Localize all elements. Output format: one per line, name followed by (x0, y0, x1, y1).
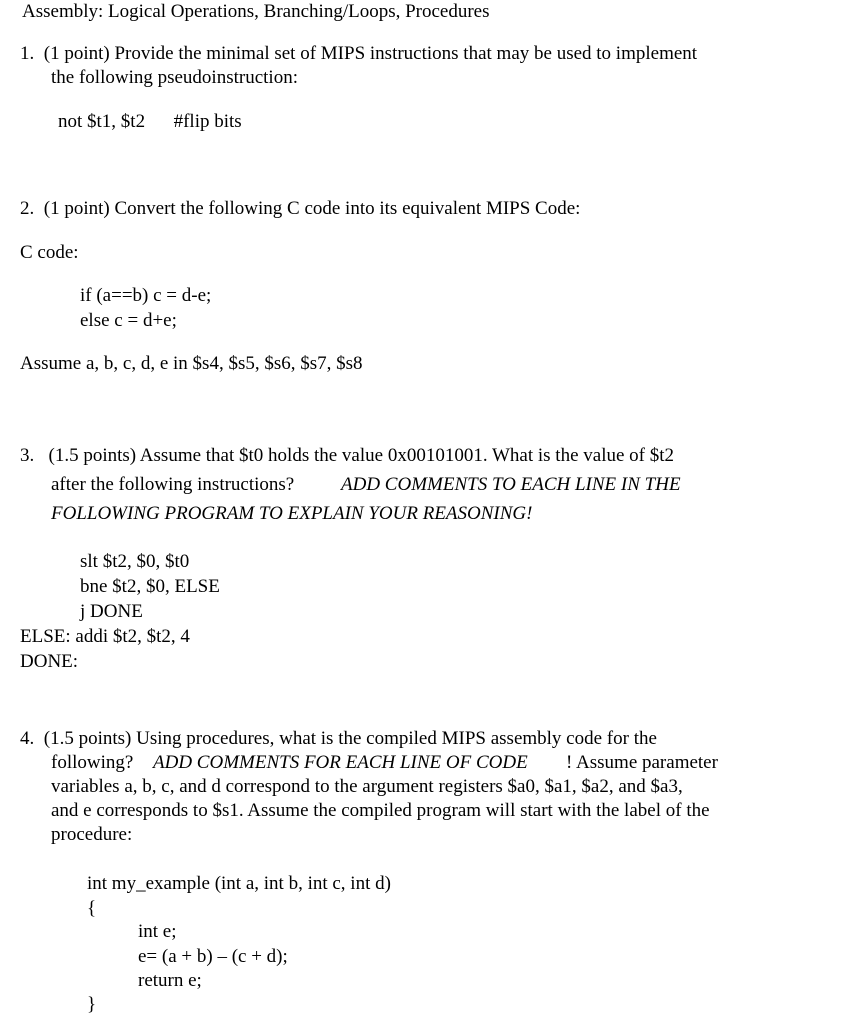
q4-line4: and e corresponds to $s1. Assume the compiled program will start with the label of the (51, 800, 710, 821)
q2-line1: 2. (1 point) Convert the following C code into its equivalent MIPS Code: (20, 198, 581, 219)
q4-code-line2: int e; (138, 921, 177, 942)
q4-line3: variables a, b, c, and d correspond to the argument registers $a0, $a1, $a2, and $a3, (51, 776, 683, 797)
q2-assume: Assume a, b, c, d, e in $s4, $s5, $s6, $s7, $s8 (20, 353, 363, 374)
q4-line2c: ! Assume parameter (566, 752, 718, 773)
q2-code-line1: if (a==b) c = d-e; (80, 285, 212, 306)
q4-code-line4: return e; (138, 970, 202, 991)
q3-code-line3: j DONE (80, 601, 143, 622)
q4-line2b: ADD COMMENTS FOR EACH LINE OF CODE (153, 752, 528, 773)
q1-line2: the following pseudoinstruction: (51, 67, 298, 88)
q2-label: C code: (20, 242, 79, 263)
q2-code-line2: else c = d+e; (80, 310, 177, 331)
q4-line2a: following? (51, 752, 134, 773)
q4-line5: procedure: (51, 824, 133, 845)
q3-code-line5: DONE: (20, 651, 79, 672)
q3-code-line1: slt $t2, $0, $t0 (80, 551, 190, 572)
q4-code-line1: int my_example (int a, int b, int c, int d) (87, 873, 391, 894)
q3-code-line4: ELSE: addi $t2, $t2, 4 (20, 626, 190, 647)
q3-line1: 3. (1.5 points) Assume that $t0 holds the value 0x00101001. What is the value of $t2 (20, 445, 675, 466)
q4-code-line3: e= (a + b) – (c + d); (138, 946, 288, 967)
q4-code-close-brace: } (87, 994, 97, 1015)
q1-line1: 1. (1 point) Provide the minimal set of MIPS instructions that may be used to implement (20, 43, 698, 64)
q3-line2b: ADD COMMENTS TO EACH LINE IN THE (341, 474, 681, 495)
q3-line2a: after the following instructions? (51, 474, 295, 495)
page-header: Assembly: Logical Operations, Branching/Loops, Procedures (22, 1, 490, 22)
q3-line3: FOLLOWING PROGRAM TO EXPLAIN YOUR REASONING! (51, 503, 533, 524)
q3-code-line2: bne $t2, $0, ELSE (80, 576, 220, 597)
q4-line1: 4. (1.5 points) Using procedures, what is the compiled MIPS assembly code for the (20, 728, 657, 749)
q4-code-open-brace: { (87, 898, 97, 919)
q1-code: not $t1, $t2 #flip bits (58, 111, 242, 132)
